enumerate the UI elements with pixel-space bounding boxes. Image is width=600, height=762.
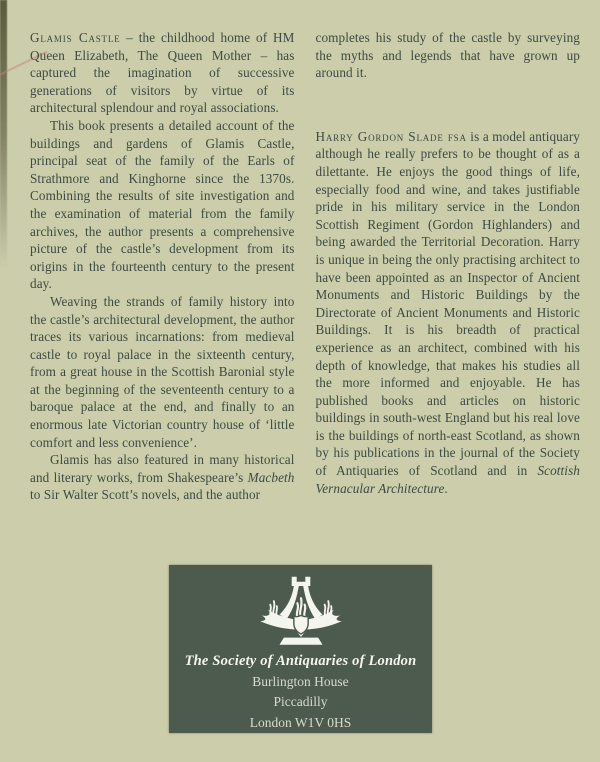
text-run: Glamis Castle bbox=[30, 30, 121, 45]
publisher-imprint-box bbox=[169, 565, 432, 733]
address-line: Burlington House bbox=[252, 673, 349, 689]
address-line: London W1V 0HS bbox=[249, 714, 352, 730]
paragraph bbox=[30, 29, 295, 117]
text-run: – the childhood home of HM Queen Elizabeth, The Queen Mother – has captured the imagination of successive generations of visitors by virtue of its architectural splendour and royal associations. bbox=[30, 30, 295, 116]
text-run: Macbeth bbox=[247, 469, 295, 485]
text-run: to Sir Walter Scott’s novels, and the author bbox=[30, 487, 261, 503]
publisher-address bbox=[250, 672, 352, 734]
publisher-name: The Society of Antiquaries of London bbox=[184, 652, 417, 669]
paragraph bbox=[30, 117, 295, 293]
text-run: Weaving the strands of family history into the castle’s architectural development, the author traces its various incarnations: from medieval castle to royal palace in the sixteenth century, from a great house in the Scottish Baronial style at the beginning of the seventeenth century to a baroque palace at the end, and finally to an enormous late Victorian country house of ‘little comfort and less convenience’. bbox=[30, 293, 295, 450]
paragraph bbox=[30, 293, 295, 451]
text-run: Harry Gordon Slade fsa bbox=[315, 128, 467, 144]
text-run: completes his study of the castle by surveying the myths and legends that have grown up around it. bbox=[315, 30, 580, 81]
paragraph bbox=[30, 451, 295, 504]
address-line: Piccadilly bbox=[273, 694, 328, 709]
text-run: . bbox=[444, 480, 448, 496]
text-run: Scottish Vernacular Architecture bbox=[315, 463, 580, 496]
right-text-column bbox=[316, 29, 581, 504]
lamp-of-knowledge-icon bbox=[253, 576, 349, 651]
paragraph bbox=[316, 128, 581, 497]
text-run: is a model antiquary although he really prefers to be thought of as a dilettante. He enjoys the good things of life, especially food and wine, and takes justifiable pride in his military service in the London Scottish Regiment (Gordon Highlanders) and being awarded the Territorial Decoration. Harry is unique in being the only practising architect to have been appointed as an Inspector of Ancient Monuments and Historic Buildings by the Directorate of Ancient Monuments and Historic Buildings. It is his breadth of practical experience as an architect, combined with his depth of knowledge, that makes his studies all the more informed and enjoyable. He has published books and articles on historic buildings in south-west England but his real love is the buildings of north-east Scotland, as shown by his publications in the journal of the Society of Antiquaries of Scotland and in bbox=[315, 128, 580, 479]
paragraph bbox=[316, 29, 581, 82]
text-run: Glamis has also featured in many historical and literary works, from Shakespeare’s bbox=[30, 452, 295, 485]
left-text-column bbox=[30, 29, 295, 504]
text-run: This book presents a detailed account of the buildings and gardens of Glamis Castle, principal seat of the family of the Earls of Strathmore and Kinghorne since the 1370s. Combining the results of site investigation and the examination of material from the family archives, the author presents a comprehensive picture of the castle’s development from its origins in the fourteenth century to the present day. bbox=[30, 117, 295, 292]
